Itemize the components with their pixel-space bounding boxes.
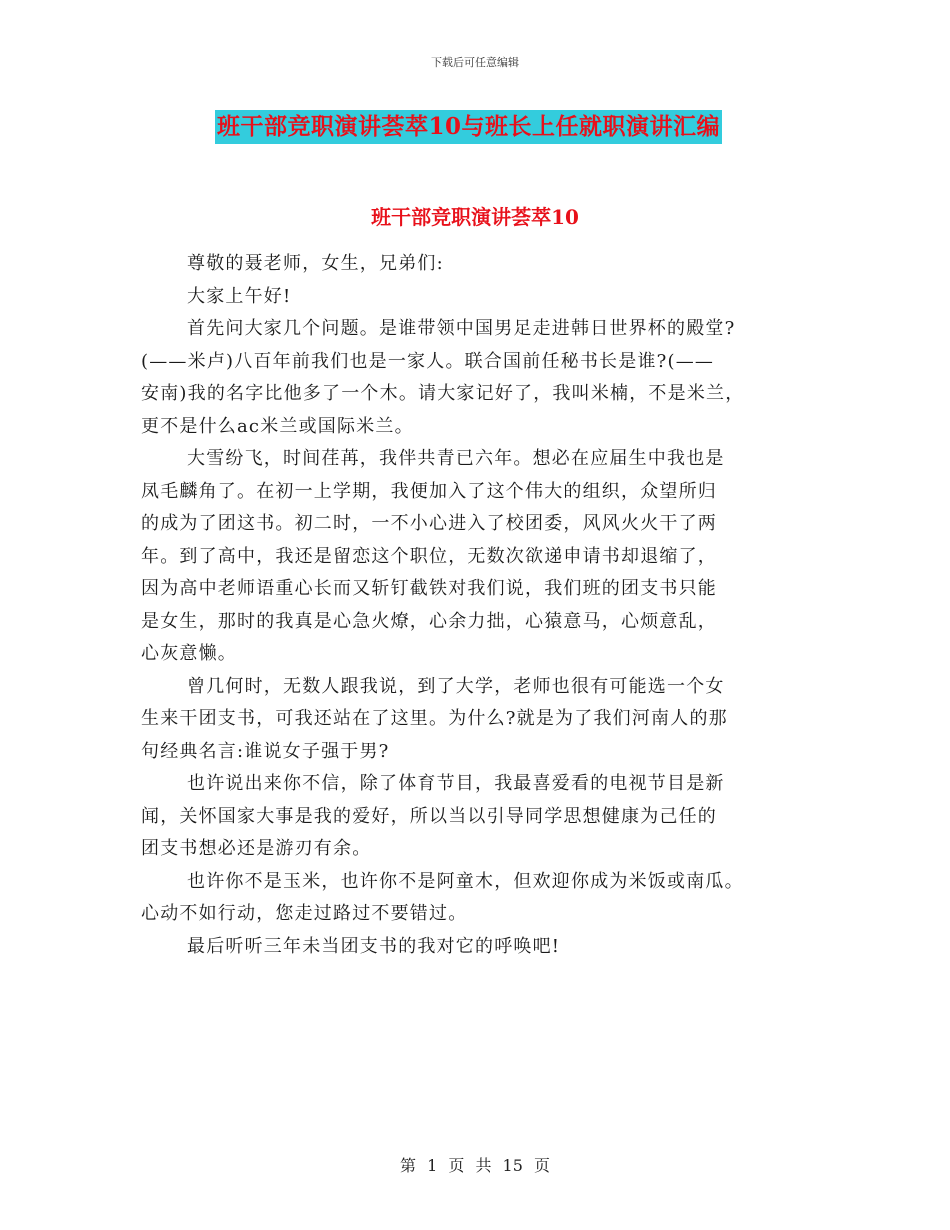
text-line: 因为高中老师语重心长而又斩钉截铁对我们说，我们班的团支书只能 [141,578,717,599]
text-line: 心灰意懒。 [141,643,237,664]
document-title: 班干部竞职演讲荟萃10与班长上任就职演讲汇编 [215,110,722,144]
text-line: 的成为了团这书。初二时，一不小心进入了校团委，风风火火干了两 [141,513,717,534]
text-line: 年。到了高中，我还是留恋这个职位，无数次欲递申请书却退缩了， [141,545,717,567]
text-line: 安南)我的名字比他多了一个木。请大家记好了，我叫米楠，不是米兰， [141,383,745,404]
text-line: 也许说出来你不信，除了体育节目，我最喜爱看的电视节目是新 [187,773,725,794]
text-line: 最后听听三年未当团支书的我对它的呼唤吧! [187,935,561,957]
header-note: 下载后可任意编辑 [431,56,519,69]
text-line: 团支书想必还是游刃有余。 [141,838,372,859]
text-line: 曾几何时，无数人跟我说，到了大学，老师也很有可能选一个女 [187,675,725,697]
text-line: 大雪纷飞，时间荏苒，我伴共青已六年。想必在应届生中我也是 [187,448,725,469]
page-footer: 第 1 页 共 15 页 [400,1156,550,1175]
text-line: 生来干团支书，可我还站在了这里。为什么?就是为了我们河南人的那 [141,708,728,729]
text-line: 首先问大家几个问题。是谁带领中国男足走进韩日世界杯的殿堂? [187,318,736,339]
text-line: 更不是什么ac米兰或国际米兰。 [141,415,414,437]
section-title: 班干部竞职演讲荟萃10 [371,205,579,229]
text-line: 闻，关怀国家大事是我的爱好，所以当以引导同学思想健康为己任的 [141,805,717,827]
text-line: 是女生，那时的我真是心急火燎，心余力拙，心猿意马，心烦意乱， [141,610,717,632]
text-line: 句经典名言:谁说女子强于男? [141,740,390,762]
text-line: 尊敬的聂老师，女生，兄弟们: [187,253,444,274]
speech-body [141,220,813,963]
text-line: 心动不如行动，您走过路过不要错过。 [141,903,468,924]
text-line: 凤毛麟角了。在初一上学期，我便加入了这个伟大的组织，众望所归 [141,480,717,502]
text-line: 大家上午好! [187,285,292,307]
text-line: 也许你不是玉米，也许你不是阿童木，但欢迎你成为米饭或南瓜。 [187,870,744,892]
text-line: (——米卢)八百年前我们也是一家人。联合国前任秘书长是谁?(—— [141,350,715,372]
